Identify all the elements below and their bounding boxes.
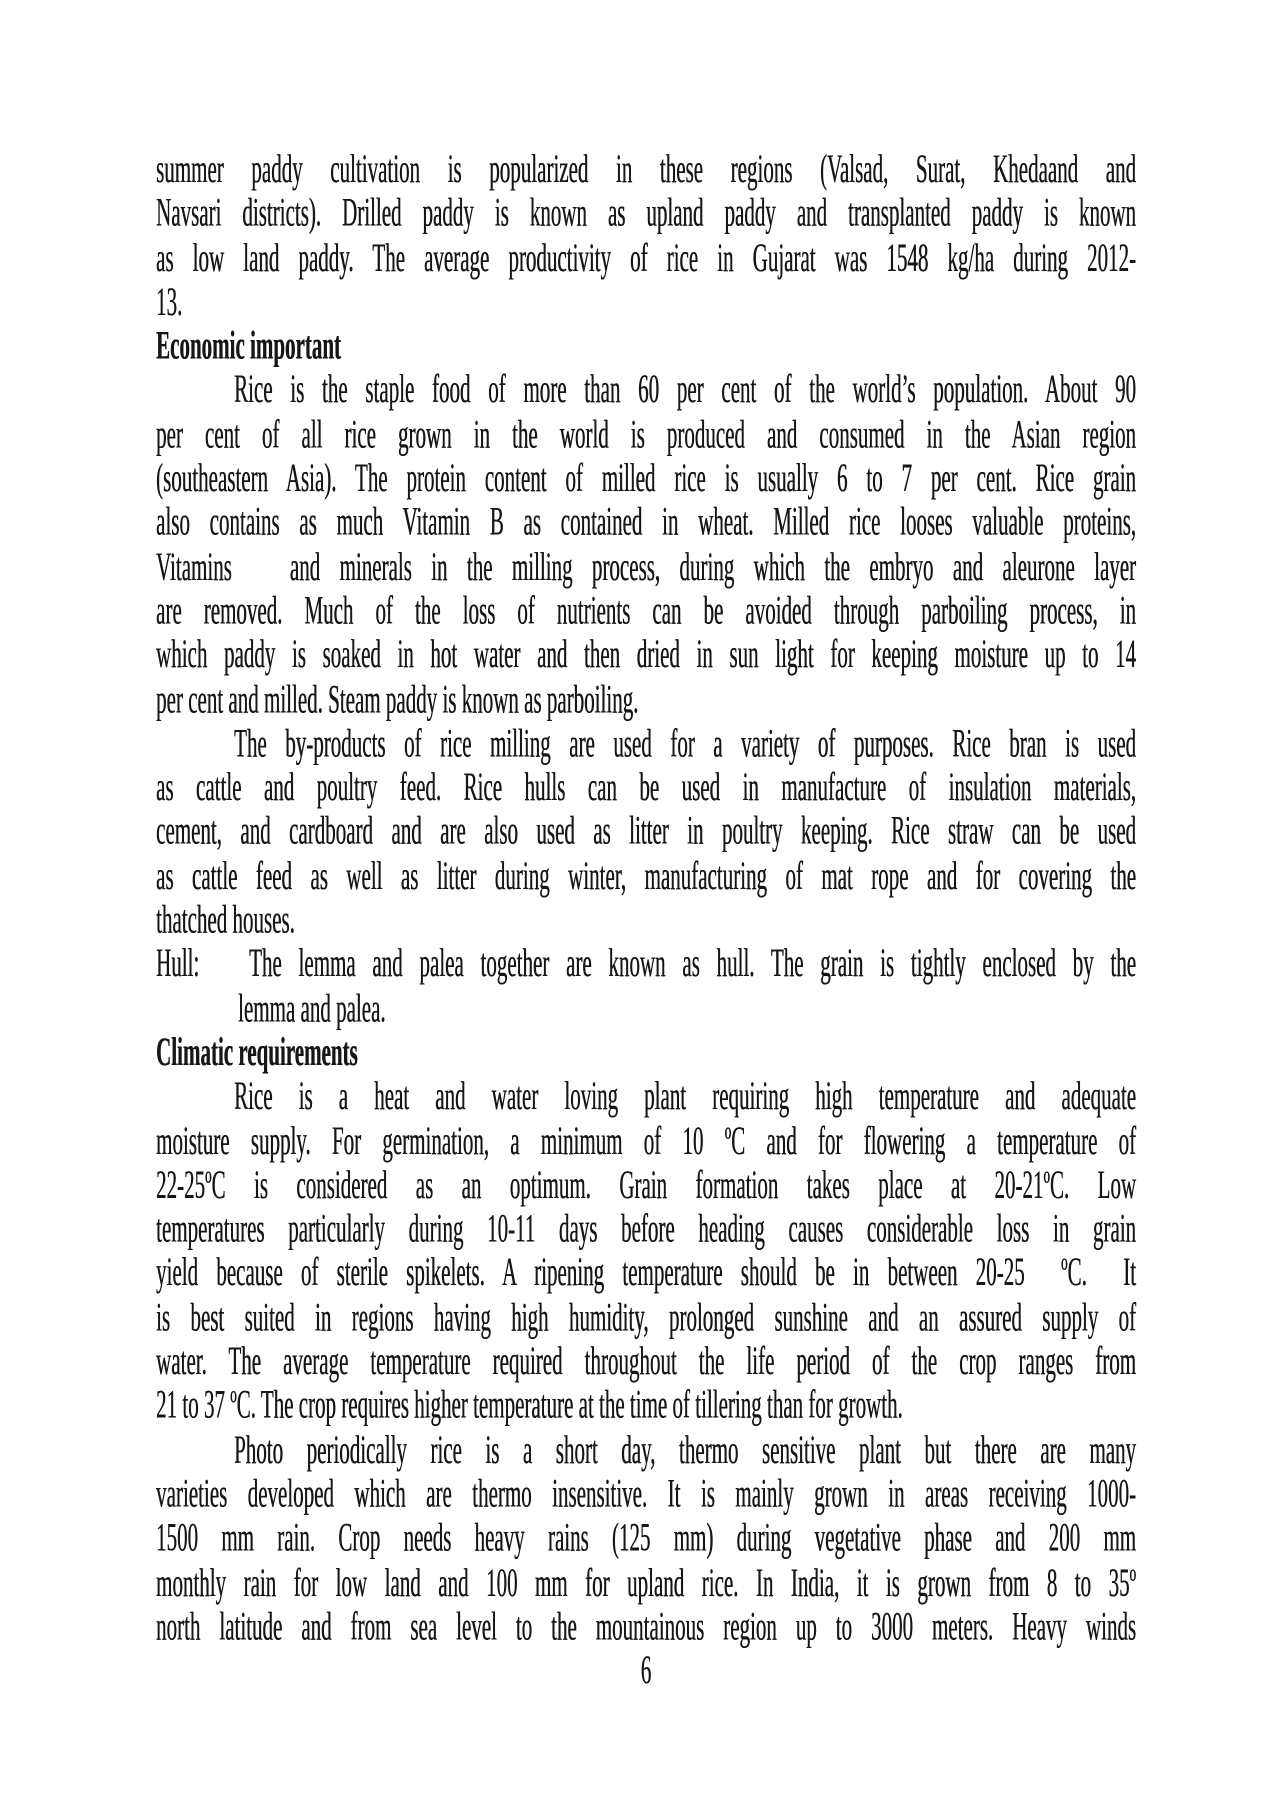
text-line: 22-25ºC is considered as an optimum. Grain formation takes place at 20-21ºC. Low xyxy=(156,1161,1136,1207)
page-number: 6 xyxy=(640,1647,652,1693)
text-line: which paddy is soaked in hot water and then dried in sun light for keeping moisture up to 14 xyxy=(156,631,1136,678)
text-line: are removed. Much of the loss of nutrients can be avoided through parboiling process, in xyxy=(156,587,1136,634)
text-line: Rice is the staple food of more than 60 per cent of the world’s population. About 90 xyxy=(234,366,1136,413)
text-line: 21 to 37 ºC. The crop requires higher temperature at the time of tillering than for growth. xyxy=(156,1382,903,1428)
page-text xyxy=(156,148,1136,1693)
text-line: 1500 mm rain. Crop needs heavy rains (125 mm) during vegetative phase and 200 mm xyxy=(156,1514,1136,1561)
text-line: Navsari districts). Drilled paddy is known as upland paddy and transplanted paddy is known xyxy=(156,190,1136,236)
text-line: yield because of sterile spikelets. A ripening temperature should be in between 20-25 ºC. It xyxy=(156,1249,1136,1296)
text-line: thatched houses. xyxy=(156,896,295,943)
text-line: moisture supply. For germination, a minimum of 10 ºC and for flowering a temperature of xyxy=(156,1117,1136,1163)
text-line: as cattle and poultry feed. Rice hulls can be used in manufacture of insulation materials, xyxy=(156,764,1136,810)
text-line: cement, and cardboard and are also used as litter in poultry keeping. Rice straw can be used xyxy=(156,808,1136,854)
text-line: lemma and palea. xyxy=(238,984,386,1031)
section-heading: Economic important xyxy=(156,322,341,369)
text-line: varieties developed which are thermo insensitive. It is mainly grown in areas receiving 1000- xyxy=(156,1470,1136,1517)
text-line: Photo periodically rice is a short day, thermo sensitive plant but there are many xyxy=(234,1426,1136,1472)
text-line: temperatures particularly during 10-11 days before heading causes considerable loss in grain xyxy=(156,1205,1136,1252)
text-line: also contains as much Vitamin B as contained in wheat. Milled rice looses valuable proteins, xyxy=(156,499,1136,545)
text-line: Hull: The lemma and palea together are known as hull. The grain is tightly enclosed by the xyxy=(156,940,1136,987)
text-line: per cent and milled. Steam paddy is known as parboiling. xyxy=(156,675,639,722)
text-line: The by-products of rice milling are used for a variety of purposes. Rice bran is used xyxy=(234,720,1136,766)
text-line: Rice is a heat and water loving plant requiring high temperature and adequate xyxy=(234,1073,1136,1119)
section-heading: Climatic requirements xyxy=(156,1029,358,1075)
text-line: summer paddy cultivation is popularized in these regions (Valsad, Surat, Khedaand and xyxy=(156,146,1136,192)
text-line: as low land paddy. The average productivity of rice in Gujarat was 1548 kg/ha during 2012- xyxy=(156,234,1136,280)
text-line: (southeastern Asia). The protein content of milled rice is usually 6 to 7 per cent. Rice grain xyxy=(156,455,1136,501)
text-line: monthly rain for low land and 100 mm for upland rice. In India, it is grown from 8 to 35º xyxy=(156,1558,1136,1605)
text-line: north latitude and from sea level to the mountainous region up to 3000 meters. Heavy winds xyxy=(156,1602,1136,1649)
text-line: water. The average temperature required throughout the life period of the crop ranges from xyxy=(156,1338,1136,1384)
text-line: 13. xyxy=(156,278,183,325)
text-line: is best suited in regions having high humidity, prolonged sunshine and an assured supply of xyxy=(156,1293,1136,1340)
text-line: per cent of all rice grown in the world is produced and consumed in the Asian region xyxy=(156,410,1136,457)
text-line: as cattle feed as well as litter during winter, manufacturing of mat rope and for covering the xyxy=(156,852,1136,898)
text-line: Vitamins and minerals in the milling process, during which the embryo and aleurone layer xyxy=(156,543,1136,589)
